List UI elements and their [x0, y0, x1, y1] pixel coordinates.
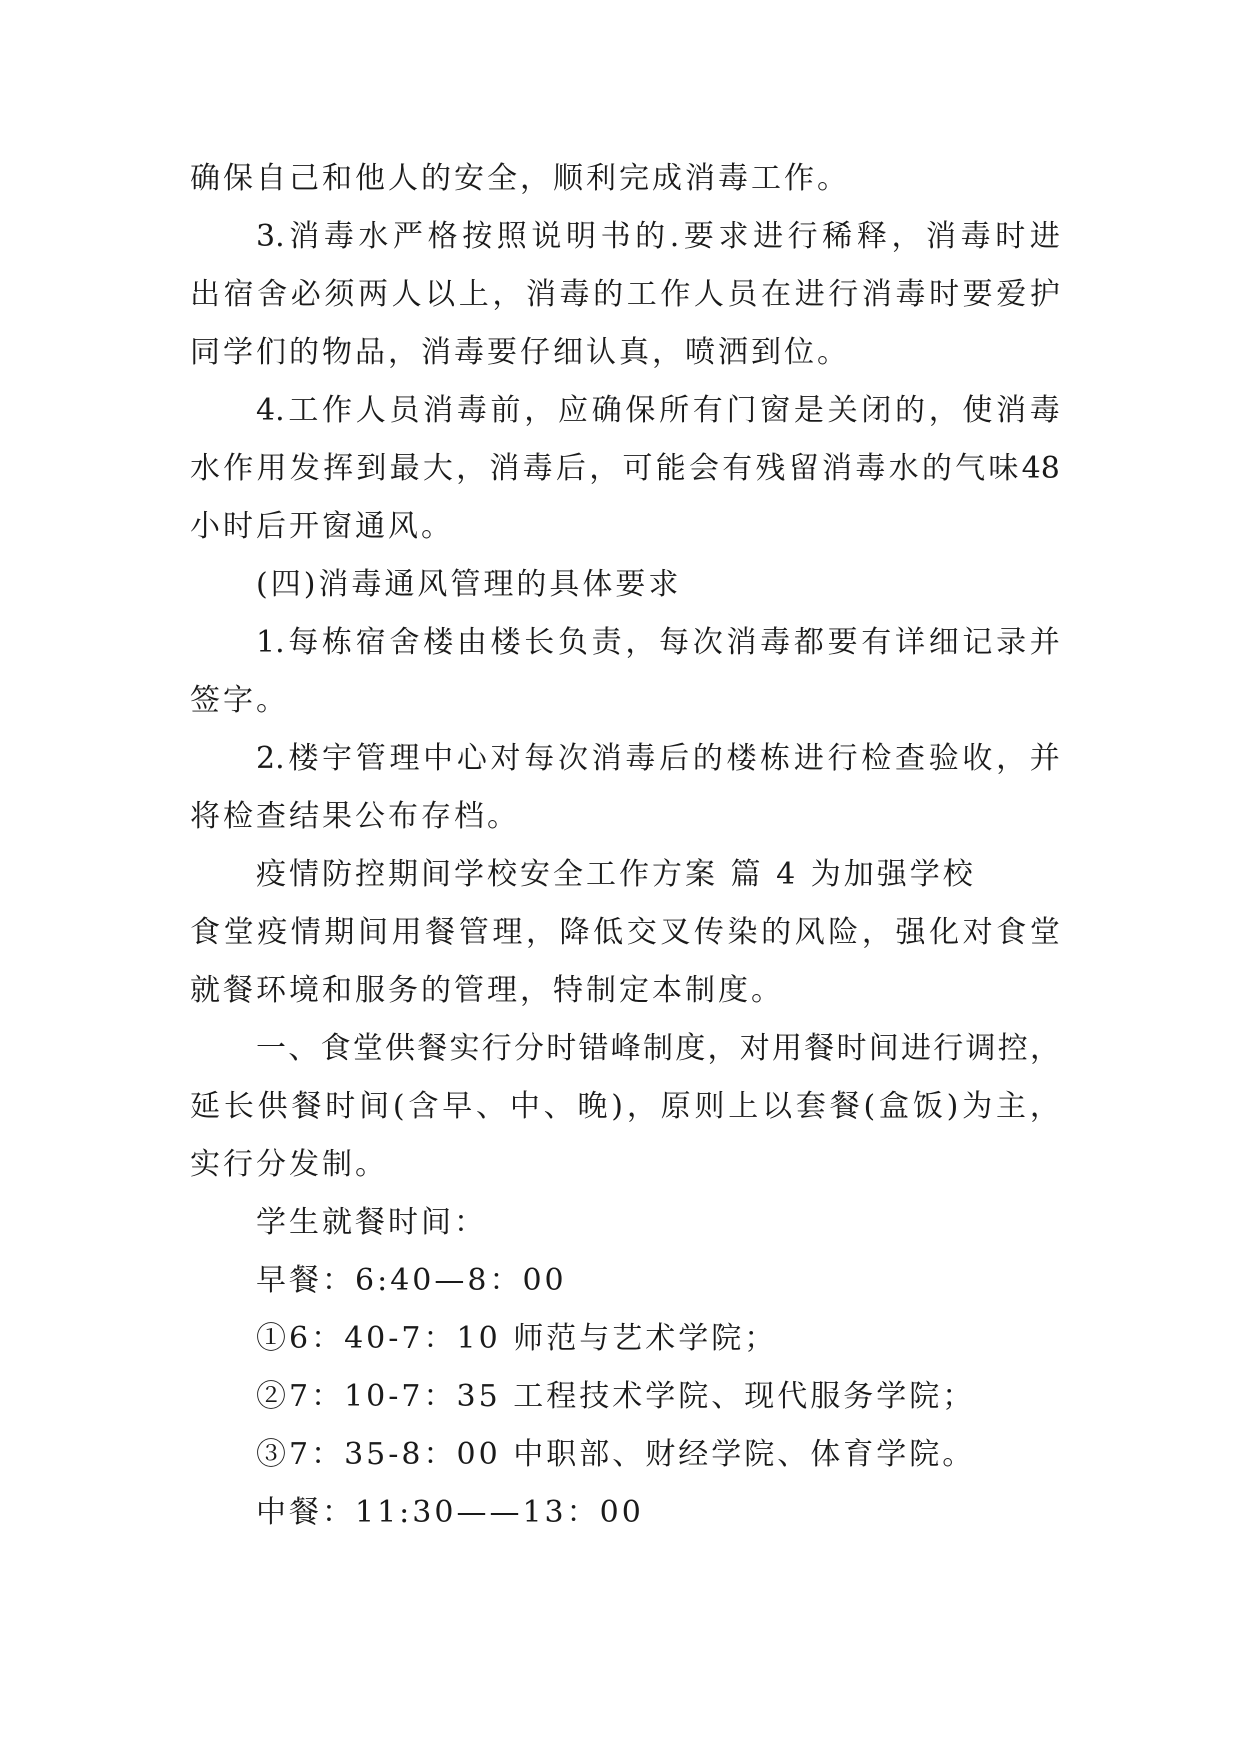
glyph: 的	[894, 393, 925, 428]
glyph: ，	[456, 451, 487, 486]
glyph: 度	[675, 1031, 706, 1066]
glyph: 情	[290, 915, 321, 950]
glyph: 按	[462, 219, 493, 254]
glyph: 要	[962, 277, 993, 312]
glyph: 细	[928, 625, 959, 660]
glyph: 进	[901, 1031, 931, 1066]
glyph: 的	[593, 277, 624, 312]
glyph: ，	[1029, 1089, 1060, 1124]
glyph: 错	[578, 1031, 609, 1066]
text-line: 实行分发制。	[190, 1147, 388, 1182]
glyph: 工	[288, 393, 319, 428]
glyph: 前	[490, 393, 521, 428]
glyph: 期	[324, 915, 355, 950]
glyph: 作	[322, 393, 353, 428]
text-line: 同学们的物品，消毒要仔细认真，喷洒到位。	[190, 335, 850, 370]
glyph: 实	[449, 1031, 480, 1066]
glyph: 时	[836, 1031, 867, 1066]
glyph: 中	[509, 1089, 540, 1124]
glyph: 毒	[895, 277, 926, 312]
glyph: 确	[591, 393, 622, 428]
glyph: 明	[565, 219, 596, 254]
article-title-line: 疫情防控期间学校安全工作方案 篇 4 为加强学校	[256, 857, 976, 892]
glyph: (	[392, 1089, 405, 1124]
glyph: 时	[995, 219, 1026, 254]
text-line	[190, 208, 1060, 266]
glyph: 以	[425, 277, 456, 312]
glyph: 上	[458, 277, 489, 312]
glyph: 毒	[456, 393, 487, 428]
glyph: 染	[727, 915, 758, 950]
glyph: 后	[555, 451, 586, 486]
glyph: 对	[490, 741, 521, 776]
glyph: 每	[659, 625, 690, 660]
glyph: 消	[861, 277, 892, 312]
glyph: 宿	[223, 277, 254, 312]
glyph: ，	[524, 393, 555, 428]
glyph: 行	[481, 1031, 512, 1066]
glyph: ，	[525, 915, 556, 950]
schedule-heading: 学生就餐时间：	[256, 1205, 487, 1240]
glyph: 上	[728, 1089, 759, 1124]
glyph: 栋	[322, 625, 353, 660]
glyph: 到	[356, 451, 387, 486]
glyph: 心	[456, 741, 487, 776]
schedule-line: 中餐：11:30——13：00	[256, 1495, 644, 1530]
glyph: 员	[727, 277, 758, 312]
glyph: 、	[476, 1089, 507, 1124]
text-line	[190, 440, 1060, 498]
glyph: 险	[828, 915, 859, 950]
glyph: 制	[643, 1031, 673, 1066]
glyph: 消	[489, 451, 520, 486]
glyph: 消	[591, 741, 622, 776]
glyph: 降	[559, 915, 590, 950]
glyph: 护	[1029, 277, 1060, 312]
text-line	[190, 382, 1060, 440]
glyph: 消	[822, 451, 853, 486]
glyph: 时	[929, 277, 960, 312]
glyph: 盒	[879, 1089, 910, 1124]
glyph: 求	[718, 219, 749, 254]
glyph: 水	[358, 219, 389, 254]
glyph: ，	[707, 1031, 738, 1066]
text-line	[190, 904, 1060, 962]
glyph: 用	[256, 451, 287, 486]
glyph: 对	[962, 915, 993, 950]
glyph: 则	[694, 1089, 725, 1124]
glyph: 理	[389, 741, 420, 776]
glyph: 所	[659, 393, 690, 428]
glyph: 会	[688, 451, 719, 486]
glyph: 有	[722, 451, 753, 486]
glyph: 间	[359, 1089, 390, 1124]
glyph: 验	[928, 741, 959, 776]
glyph: 中	[423, 741, 454, 776]
glyph: 间	[357, 915, 388, 950]
glyph: 详	[894, 625, 925, 660]
glyph: 供	[385, 1031, 415, 1066]
glyph: 必	[290, 277, 321, 312]
glyph: 长	[223, 1089, 254, 1124]
glyph: 堂	[1029, 915, 1060, 950]
glyph: 大	[422, 451, 453, 486]
schedule-line: 早餐：6:40—8：00	[256, 1263, 567, 1298]
text-line: 小时后开窗通风。	[190, 509, 454, 544]
glyph: 风	[794, 915, 825, 950]
glyph: 进	[793, 741, 824, 776]
glyph: 窗	[760, 393, 791, 428]
glyph: 毒	[760, 625, 791, 660]
glyph: 宇	[322, 741, 353, 776]
glyph: 餐	[425, 915, 456, 950]
glyph: 格	[427, 219, 458, 254]
glyph: 消	[926, 219, 957, 254]
glyph: 人	[693, 277, 724, 312]
glyph: ，	[928, 393, 959, 428]
glyph: 记	[962, 625, 993, 660]
glyph: 气	[955, 451, 986, 486]
glyph: 传	[693, 915, 724, 950]
glyph: 4.	[256, 393, 285, 428]
glyph: 楼	[288, 741, 319, 776]
glyph: 消	[726, 625, 757, 660]
glyph: 能	[655, 451, 686, 486]
glyph: 照	[496, 219, 527, 254]
glyph: 为	[962, 1089, 993, 1124]
glyph: 餐	[291, 1089, 322, 1124]
glyph: 控	[997, 1031, 1028, 1066]
glyph: 严	[393, 219, 423, 254]
text-line	[190, 614, 1060, 672]
glyph: 出	[190, 277, 220, 312]
text-line: 确保自己和他人的安全，顺利完成消毒工作。	[190, 161, 850, 196]
glyph: 负	[557, 625, 588, 660]
glyph: 1.	[256, 625, 285, 660]
glyph: 行	[827, 741, 858, 776]
glyph: 检	[861, 741, 892, 776]
glyph: 堂	[223, 915, 254, 950]
glyph: 每	[524, 741, 555, 776]
glyph: ，	[625, 625, 656, 660]
section-heading: (四)消毒通风管理的具体要求	[256, 567, 682, 602]
glyph: 晚	[577, 1089, 608, 1124]
glyph: 挥	[323, 451, 354, 486]
schedule-line: ①6：40-7：10 师范与艺术学院；	[256, 1321, 778, 1356]
glyph: 低	[593, 915, 624, 950]
glyph: 员	[389, 393, 420, 428]
glyph: 食	[320, 1031, 351, 1066]
glyph: 在	[761, 277, 792, 312]
glyph: ，	[492, 277, 523, 312]
glyph: 残	[755, 451, 786, 486]
glyph: 食	[996, 915, 1027, 950]
glyph: 楼	[490, 625, 521, 660]
glyph: 要	[683, 219, 714, 254]
text-line: 就餐环境和服务的管理，特制定本制度。	[190, 973, 784, 1008]
glyph: ，	[891, 219, 922, 254]
glyph: ，	[861, 915, 892, 950]
glyph: 早	[442, 1089, 473, 1124]
glyph: 查	[894, 741, 925, 776]
glyph: ，	[1030, 1031, 1060, 1066]
glyph: 毒	[323, 219, 354, 254]
glyph: 次	[557, 741, 588, 776]
text-line: 将检查结果公布存档。	[190, 799, 520, 834]
glyph: 叉	[660, 915, 691, 950]
glyph: 消	[996, 393, 1027, 428]
glyph: 楼	[423, 625, 454, 660]
glyph: 水	[190, 451, 220, 486]
glyph: 管	[458, 915, 489, 950]
glyph: 舍	[257, 277, 288, 312]
glyph: 餐	[829, 1089, 860, 1124]
glyph: 关	[827, 393, 858, 428]
glyph: 行	[787, 219, 818, 254]
glyph: 的	[635, 219, 666, 254]
glyph: 理	[492, 915, 523, 950]
glyph: 录	[996, 625, 1027, 660]
glyph: 消	[289, 219, 320, 254]
glyph: 延	[190, 1089, 220, 1124]
glyph: )	[946, 1089, 959, 1124]
glyph: 闭	[861, 393, 892, 428]
glyph: 毒	[522, 451, 553, 486]
glyph: 保	[625, 393, 656, 428]
glyph: 食	[190, 915, 220, 950]
glyph: 一	[256, 1031, 286, 1066]
glyph: 、	[543, 1089, 574, 1124]
glyph: 的	[761, 915, 792, 950]
glyph: 进	[1029, 219, 1060, 254]
glyph: 都	[793, 625, 824, 660]
glyph: 2.	[256, 741, 285, 776]
glyph: 长	[524, 625, 555, 660]
glyph: 门	[726, 393, 757, 428]
glyph: 供	[257, 1089, 288, 1124]
glyph: 时	[546, 1031, 577, 1066]
glyph: 以	[762, 1089, 793, 1124]
text-line	[190, 266, 1060, 324]
glyph: 有	[692, 393, 723, 428]
glyph: 3.	[256, 219, 285, 254]
glyph: 发	[289, 451, 320, 486]
glyph: 并	[1029, 741, 1060, 776]
glyph: 毒	[1029, 393, 1060, 428]
glyph: 两	[357, 277, 388, 312]
glyph: 化	[929, 915, 960, 950]
glyph: 用	[391, 915, 422, 950]
glyph: 主	[996, 1089, 1026, 1124]
schedule-line: ③7：35-8：00 中职部、财经学院、体育学院。	[256, 1437, 976, 1472]
glyph: 后	[659, 741, 690, 776]
document-body	[190, 150, 1060, 1542]
glyph: 含	[408, 1089, 439, 1124]
glyph: 舍	[389, 625, 420, 660]
glyph: 要	[827, 625, 858, 660]
glyph: 收	[962, 741, 993, 776]
glyph: 爱	[996, 277, 1027, 312]
text-line	[190, 730, 1060, 788]
glyph: 书	[600, 219, 631, 254]
glyph: .	[669, 219, 680, 254]
glyph: )	[611, 1089, 623, 1124]
glyph: 疫	[257, 915, 288, 950]
text-line: 签字。	[190, 683, 289, 718]
glyph: 行	[828, 277, 859, 312]
glyph: 责	[591, 625, 622, 660]
glyph: 毒	[855, 451, 886, 486]
glyph: 对	[739, 1031, 770, 1066]
glyph: 作	[223, 451, 254, 486]
glyph: 释	[856, 219, 887, 254]
glyph: 应	[557, 393, 588, 428]
glyph: 48	[1021, 451, 1060, 486]
glyph: 原	[660, 1089, 691, 1124]
schedule-line: ②7：10-7：35 工程技术学院、现代服务学院；	[256, 1379, 976, 1414]
text-line	[190, 1078, 1060, 1136]
glyph: 最	[389, 451, 420, 486]
glyph: 可	[622, 451, 653, 486]
glyph: 须	[324, 277, 355, 312]
glyph: 餐	[804, 1031, 835, 1066]
glyph: ，	[996, 741, 1027, 776]
glyph: 人	[391, 277, 422, 312]
glyph: 强	[895, 915, 926, 950]
glyph: ，	[589, 451, 620, 486]
glyph: 用	[772, 1031, 802, 1066]
glyph: 毒	[559, 277, 590, 312]
glyph: (	[863, 1089, 876, 1124]
glyph: 饭	[912, 1089, 943, 1124]
glyph: 分	[514, 1031, 544, 1066]
glyph: 套	[795, 1089, 826, 1124]
glyph: 楼	[726, 741, 757, 776]
glyph: 管	[355, 741, 386, 776]
glyph: 调	[965, 1031, 996, 1066]
glyph: 消	[423, 393, 454, 428]
glyph: 餐	[417, 1031, 448, 1066]
glyph: 消	[525, 277, 556, 312]
glyph: 味	[988, 451, 1019, 486]
glyph: 并	[1029, 625, 1060, 660]
glyph: 是	[793, 393, 824, 428]
glyph: 行	[933, 1031, 964, 1066]
glyph: 的	[692, 741, 723, 776]
glyph: 的	[921, 451, 952, 486]
glyph: 说	[531, 219, 562, 254]
glyph: 工	[626, 277, 657, 312]
glyph: 次	[692, 625, 723, 660]
glyph: 毒	[625, 741, 656, 776]
glyph: 、	[288, 1031, 319, 1066]
glyph: 每	[288, 625, 319, 660]
glyph: 峰	[610, 1031, 641, 1066]
glyph: 稀	[822, 219, 853, 254]
glyph: 使	[962, 393, 993, 428]
glyph: 交	[626, 915, 657, 950]
glyph: 栋	[760, 741, 791, 776]
glyph: 时	[325, 1089, 356, 1124]
glyph: ，	[626, 1089, 657, 1124]
glyph: 留	[788, 451, 819, 486]
glyph: 间	[868, 1031, 899, 1066]
glyph: 宿	[355, 625, 386, 660]
glyph: 进	[753, 219, 784, 254]
glyph: 进	[794, 277, 825, 312]
text-line	[190, 1020, 1060, 1078]
glyph: 人	[355, 393, 386, 428]
glyph: 堂	[352, 1031, 383, 1066]
glyph: 毒	[960, 219, 991, 254]
glyph: 由	[456, 625, 487, 660]
glyph: 水	[888, 451, 919, 486]
glyph: 有	[861, 625, 892, 660]
glyph: 作	[660, 277, 691, 312]
